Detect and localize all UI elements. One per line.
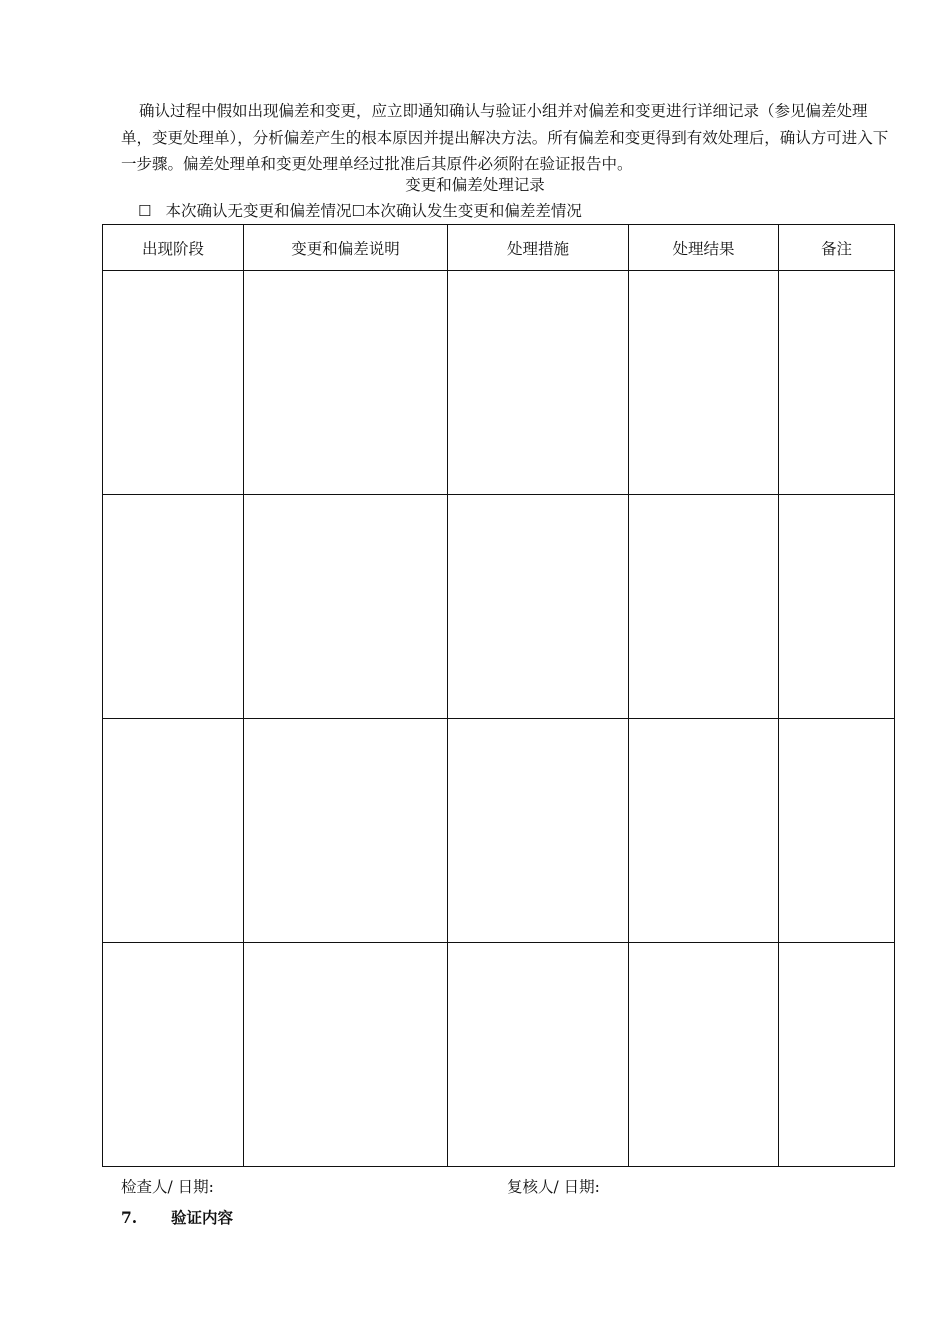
table-cell[interactable] bbox=[448, 271, 629, 495]
checkbox-change-icon[interactable]: ☐ bbox=[351, 202, 365, 220]
intro-paragraph bbox=[121, 98, 891, 178]
table-cell[interactable] bbox=[103, 495, 244, 719]
column-header-result: 处理结果 bbox=[629, 225, 779, 271]
table-cell[interactable] bbox=[629, 719, 779, 943]
status-options bbox=[138, 199, 582, 223]
table-cell[interactable] bbox=[448, 943, 629, 1167]
column-header-stage: 出现阶段 bbox=[103, 225, 244, 271]
table-cell[interactable] bbox=[103, 719, 244, 943]
table-cell[interactable] bbox=[244, 495, 448, 719]
table-row bbox=[103, 719, 895, 943]
section-heading bbox=[121, 1207, 233, 1229]
table-cell[interactable] bbox=[779, 495, 895, 719]
table-cell[interactable] bbox=[244, 943, 448, 1167]
table-row bbox=[103, 943, 895, 1167]
change-deviation-table bbox=[102, 224, 895, 1167]
column-header-description: 变更和偏差说明 bbox=[244, 225, 448, 271]
checkbox-no-change-icon[interactable]: ☐ bbox=[138, 202, 152, 220]
table-cell[interactable] bbox=[629, 271, 779, 495]
table-header-row bbox=[103, 225, 895, 271]
section-number: 7. bbox=[121, 1208, 138, 1227]
table-cell[interactable] bbox=[779, 943, 895, 1167]
checker-signature-label: 检查人/ 日期: bbox=[121, 1178, 214, 1196]
reviewer-signature-label: 复核人/ 日期: bbox=[507, 1178, 600, 1196]
column-header-remarks: 备注 bbox=[779, 225, 895, 271]
intro-text: 确认过程中假如出现偏差和变更，应立即通知确认与验证小组并对偏差和变更进行详细记录（参见偏差处理单，变更处理单），分析偏差产生的根本原因并提出解决方法。所有偏差和变更得到有效处理后，确认方可进入下一步骤。偏差处理单和变更处理单经过批准后其原件必须附在验证报告中。 bbox=[121, 102, 889, 173]
table-row bbox=[103, 271, 895, 495]
section-title: 验证内容 bbox=[171, 1208, 234, 1227]
table-cell[interactable] bbox=[779, 271, 895, 495]
table-cell[interactable] bbox=[103, 271, 244, 495]
column-header-measures: 处理措施 bbox=[448, 225, 629, 271]
table-cell[interactable] bbox=[103, 943, 244, 1167]
table-cell[interactable] bbox=[779, 719, 895, 943]
table-cell[interactable] bbox=[629, 943, 779, 1167]
table-cell[interactable] bbox=[244, 271, 448, 495]
table-row bbox=[103, 495, 895, 719]
table-cell[interactable] bbox=[244, 719, 448, 943]
table-cell[interactable] bbox=[629, 495, 779, 719]
table-cell[interactable] bbox=[448, 495, 629, 719]
option-no-change-label: 本次确认无变更和偏差情况 bbox=[165, 202, 352, 220]
table-cell[interactable] bbox=[448, 719, 629, 943]
record-title: 变更和偏差处理记录 bbox=[405, 176, 545, 194]
option-change-label: 本次确认发生变更和偏差差情况 bbox=[364, 202, 582, 220]
